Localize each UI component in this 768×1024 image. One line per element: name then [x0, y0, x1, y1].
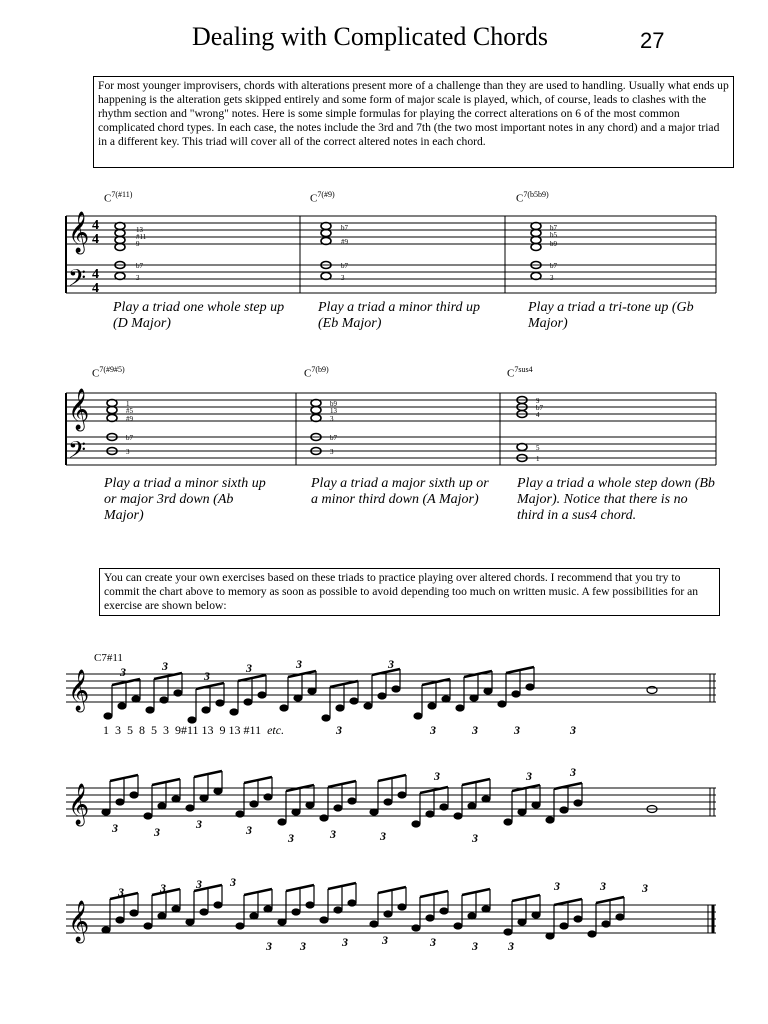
page-number: 27 — [640, 28, 665, 53]
chord-noteheads — [107, 223, 541, 462]
svg-text:𝄞: 𝄞 — [68, 901, 90, 942]
svg-text:4: 4 — [536, 411, 540, 419]
staff-system-1 — [66, 216, 716, 293]
svg-text:1: 1 — [126, 400, 130, 408]
intro-text-box: For most younger improvisers, chords with alterations present more of a challenge than they are used to handling. Usually what ends up happening is the alteration gets skipped entirely and some form of major scale is played, which, of course, leads to clashes with the rhythm section and "wrong" notes. Here is some simple formulas for playing the correct alterations on 6 of the most common complicated chord types. In each case, the notes include the 3rd and 7th (the two most important notes in any chord) and a major triad in a different key. This triad will cover all of the correct altered notes in each chord. — [93, 76, 734, 168]
chord-caption-6: Play a triad a whole step down (Bb Major). Notice that there is no third in a sus4 chord. — [517, 476, 715, 523]
svg-text:3: 3 — [554, 879, 560, 893]
svg-text:#9: #9 — [341, 238, 348, 246]
svg-text:𝄞: 𝄞 — [68, 670, 90, 711]
svg-text:3: 3 — [266, 939, 272, 953]
svg-text:3: 3 — [430, 723, 436, 737]
chord-symbol-2: $C^{7(\#9)}$ — [310, 190, 335, 205]
chord-symbol-1: $C^{7(\#11)}$ — [104, 190, 133, 205]
svg-text:#11: #11 — [136, 233, 147, 241]
svg-text:3: 3 — [380, 829, 386, 843]
chord-caption-1: Play a triad one whole step up (D Major) — [113, 300, 285, 331]
svg-text:#5: #5 — [126, 407, 133, 415]
svg-text:3: 3 — [600, 879, 606, 893]
svg-text:13: 13 — [136, 226, 143, 234]
svg-text:4: 4 — [92, 232, 99, 247]
svg-text:b7: b7 — [550, 262, 557, 270]
chord-symbol-4: $C^{7(\#9\#5)}$ — [92, 365, 125, 380]
svg-text:𝄞: 𝄞 — [68, 784, 90, 825]
svg-text:3: 3 — [162, 659, 168, 673]
svg-text:3: 3 — [288, 831, 294, 845]
svg-text:13: 13 — [330, 407, 337, 415]
svg-text:b7: b7 — [341, 224, 348, 232]
svg-text:1: 1 — [536, 455, 540, 463]
chord-caption-5: Play a triad a major sixth up or a minor third down (A Major) — [311, 476, 489, 507]
svg-text:4: 4 — [92, 218, 99, 233]
svg-text:3: 3 — [330, 415, 334, 423]
svg-text:3: 3 — [508, 939, 514, 953]
svg-text:3: 3 — [514, 723, 520, 737]
bass-clef-icon: 𝄢 — [68, 264, 87, 297]
svg-text:3: 3 — [118, 885, 124, 899]
svg-text:b9: b9 — [550, 240, 557, 248]
svg-text:𝄞: 𝄞 — [68, 389, 90, 430]
scale-degree-labels: 1 3 5 8 5 3 9#11 13 9 13 #11 etc. — [103, 723, 285, 737]
chord-symbol-6: $C^{7sus4}$ — [507, 365, 533, 380]
treble-clef-icon: 𝄞 — [68, 212, 90, 253]
svg-text:b7: b7 — [550, 224, 557, 232]
chord-symbol-5: $C^{7(b9)}$ — [304, 365, 329, 380]
exercise-text-box: You can create your own exercises based on these triads to practice playing over altered chords. I recommend that you try to commit the chart above to memory as soon as possible to avoid depending too much on written music. A few possibilities for an exercise are shown below: — [99, 568, 720, 616]
svg-text:3: 3 — [296, 657, 302, 671]
interval-labels — [126, 224, 558, 463]
svg-text:9: 9 — [136, 240, 140, 248]
svg-text:#9: #9 — [126, 415, 133, 423]
chord-caption-4: Play a triad a minor sixth up or major 3rd down (Ab Major) — [104, 476, 266, 523]
page-title: Dealing with Complicated Chords — [191, 22, 548, 51]
svg-text:3: 3 — [642, 881, 648, 895]
svg-text:9: 9 — [536, 397, 540, 405]
svg-text:3: 3 — [330, 448, 334, 456]
svg-text:3: 3 — [160, 881, 166, 895]
svg-text:3: 3 — [336, 723, 342, 737]
chord-symbol-3: $C^{7(b5b9)}$ — [516, 190, 549, 205]
svg-text:3: 3 — [112, 821, 118, 835]
svg-text:3: 3 — [342, 935, 348, 949]
svg-text:4: 4 — [92, 281, 99, 296]
svg-text:3: 3 — [382, 933, 388, 947]
svg-text:3: 3 — [430, 935, 436, 949]
svg-text:3: 3 — [472, 939, 478, 953]
svg-text:3: 3 — [570, 765, 576, 779]
svg-text:3: 3 — [341, 274, 345, 282]
svg-text:3: 3 — [204, 669, 210, 683]
svg-text:3: 3 — [388, 657, 394, 671]
svg-text:3: 3 — [246, 661, 252, 675]
svg-text:3: 3 — [154, 825, 160, 839]
svg-text:3: 3 — [550, 274, 554, 282]
svg-text:3: 3 — [196, 817, 202, 831]
svg-text:𝄢: 𝄢 — [68, 436, 87, 469]
staff-system-2 — [66, 393, 716, 465]
svg-text:3: 3 — [570, 723, 576, 737]
svg-text:3: 3 — [120, 665, 126, 679]
svg-text:3: 3 — [330, 827, 336, 841]
svg-text:5: 5 — [536, 444, 540, 452]
svg-text:3: 3 — [246, 823, 252, 837]
svg-text:b7: b7 — [136, 262, 143, 270]
exercise-chord-label: C7#11 — [94, 652, 123, 664]
svg-text:3: 3 — [300, 939, 306, 953]
svg-text:b7: b7 — [330, 434, 337, 442]
chord-caption-2: Play a triad a minor third up (Eb Major) — [318, 300, 481, 331]
chord-caption-3: Play a triad a tri-tone up (Gb Major) — [528, 300, 694, 331]
svg-text:b7: b7 — [126, 434, 133, 442]
svg-text:b7: b7 — [536, 404, 543, 412]
svg-text:3: 3 — [230, 875, 236, 889]
svg-text:3: 3 — [472, 831, 478, 845]
svg-text:b5: b5 — [550, 231, 557, 239]
svg-text:b7: b7 — [341, 262, 348, 270]
svg-text:3: 3 — [434, 769, 440, 783]
svg-text:3: 3 — [526, 769, 532, 783]
svg-text:3: 3 — [472, 723, 478, 737]
svg-text:3: 3 — [126, 448, 130, 456]
svg-text:3: 3 — [196, 877, 202, 891]
exercise-notes — [102, 667, 657, 939]
svg-text:b9: b9 — [330, 400, 337, 408]
svg-text:4: 4 — [92, 267, 99, 282]
svg-text:3: 3 — [136, 274, 140, 282]
